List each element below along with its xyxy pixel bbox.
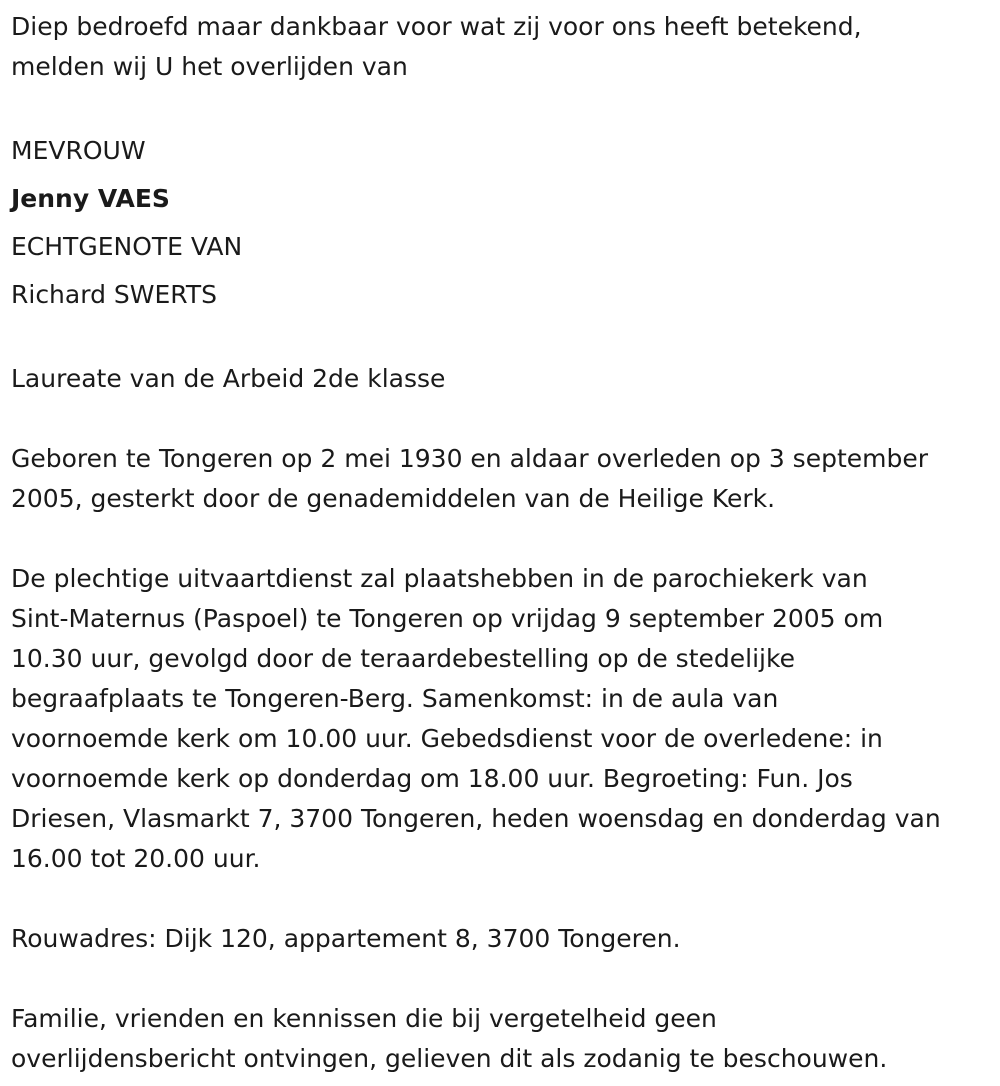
service-paragraph xyxy=(11,559,991,879)
deceased-block xyxy=(11,127,991,319)
intro-line-1: Diep bedroefd maar dankbaar voor wat zij voor ons heeft betekend, xyxy=(11,12,862,41)
birth-death-line-1: Geboren te Tongeren op 2 mei 1930 en aldaar overleden op 3 september xyxy=(11,444,929,473)
birth-death-line-2: 2005, gesterkt door de genademiddelen van de Heilige Kerk. xyxy=(11,484,776,513)
closing-paragraph xyxy=(11,999,991,1079)
service-line: De plechtige uitvaartdienst zal plaatshebben in de parochiekerk van xyxy=(11,564,868,593)
service-line: voornoemde kerk op donderdag om 18.00 uur. Begroeting: Fun. Jos xyxy=(11,764,853,793)
service-line: 10.30 uur, gevolgd door de teraardebestelling op de stedelijke xyxy=(11,644,795,673)
closing-line-2: overlijdensbericht ontvingen, gelieven dit als zodanig te beschouwen. xyxy=(11,1044,888,1073)
intro-line-2: melden wij U het overlijden van xyxy=(11,52,408,81)
deceased-name: Jenny VAES xyxy=(11,184,170,213)
service-line: 16.00 tot 20.00 uur. xyxy=(11,844,261,873)
death-notice xyxy=(11,7,991,1079)
birth-death-paragraph xyxy=(11,439,991,519)
intro-paragraph xyxy=(11,7,991,87)
honor-line: Laureate van de Arbeid 2de klasse xyxy=(11,364,446,393)
service-line: begraafplaats te Tongeren-Berg. Samenkomst: in de aula van xyxy=(11,684,779,713)
deceased-relation: ECHTGENOTE VAN xyxy=(11,232,243,261)
deceased-title: MEVROUW xyxy=(11,136,146,165)
service-line: Sint-Maternus (Paspoel) te Tongeren op vrijdag 9 september 2005 om xyxy=(11,604,884,633)
service-line: Driesen, Vlasmarkt 7, 3700 Tongeren, heden woensdag en donderdag van xyxy=(11,804,941,833)
deceased-spouse: Richard SWERTS xyxy=(11,280,217,309)
service-line: voornoemde kerk om 10.00 uur. Gebedsdienst voor de overledene: in xyxy=(11,724,883,753)
closing-line-1: Familie, vrienden en kennissen die bij vergetelheid geen xyxy=(11,1004,717,1033)
mourning-address: Rouwadres: Dijk 120, appartement 8, 3700 Tongeren. xyxy=(11,924,681,953)
